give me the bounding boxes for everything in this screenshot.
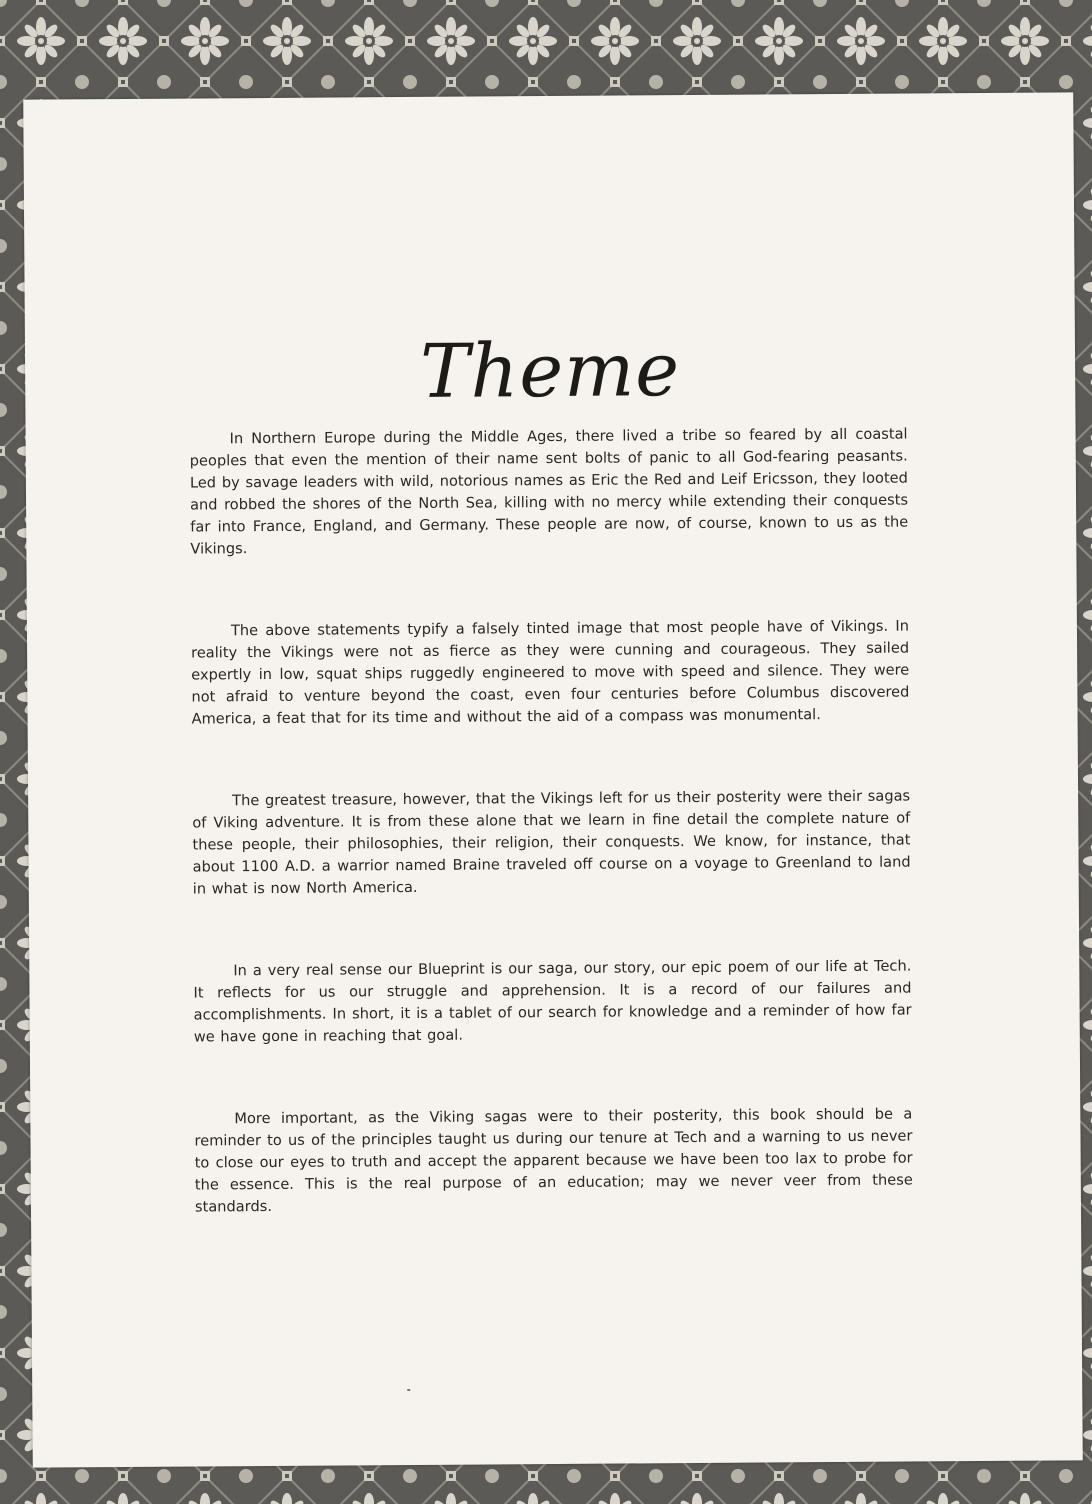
ink-speck: [407, 1389, 410, 1391]
paper-sheet: [23, 92, 1083, 1467]
paragraph-1: In Northern Europe during the Middle Ages, there lived a tribe so feared by all coastal peoples that even the mention of their name sent bolts of panic to all God-fearing peasants. Led by savage leaders with wild, notorious names as Eric the Red and Leif Ericsson, they looted and robbed the shores of the North Sea, killing with no mercy while extending their conquests far into France, England, and Germany. These people are now, of course, known to us as the Vikings.: [189, 425, 909, 558]
paragraph-3: The greatest treasure, however, that the Vikings left for us their posterity were their sagas of Viking adventure. It is from these alone that we learn in fine detail the complete nature of these people, their philosophies, their religion, their conquests. We know, for instance, that about 1100 A.D. a warrior named Braine traveled off course on a voyage to Greenland to land in what is now North America.: [192, 787, 911, 898]
paragraph-2: The above statements typify a falsely tinted image that most people have of Vikings. In reality the Vikings were not as fierce as they were cunning and courageous. They sailed expertly in low, squat ships ruggedly engineered to move with speed and silence. They were not afraid to venture beyond the coast, even four centuries before Columbus discovered America, a feat that for its time and without the aid of a compass was monumental.: [191, 617, 910, 728]
page-title: Theme: [419, 327, 681, 415]
paragraph-5: More important, as the Viking sagas were to their posterity, this book should be a reminder to us of the principles taught us during our tenure at Tech and a warning to us never to close our eyes to truth and accept the apparent because we have been too lax to probe for the essence. This is the real purpose of an education; may we never veer from these standards.: [194, 1105, 913, 1216]
paragraph-4: In a very real sense our Blueprint is our saga, our story, our epic poem of our life at Tech. It reflects for us our struggle and apprehension. It is a record of our failures and accomplishments. In short, it is a tablet of our search for knowledge and a reminder of how far we have gone in reaching that goal.: [193, 957, 912, 1046]
body-text: [190, 424, 914, 1279]
